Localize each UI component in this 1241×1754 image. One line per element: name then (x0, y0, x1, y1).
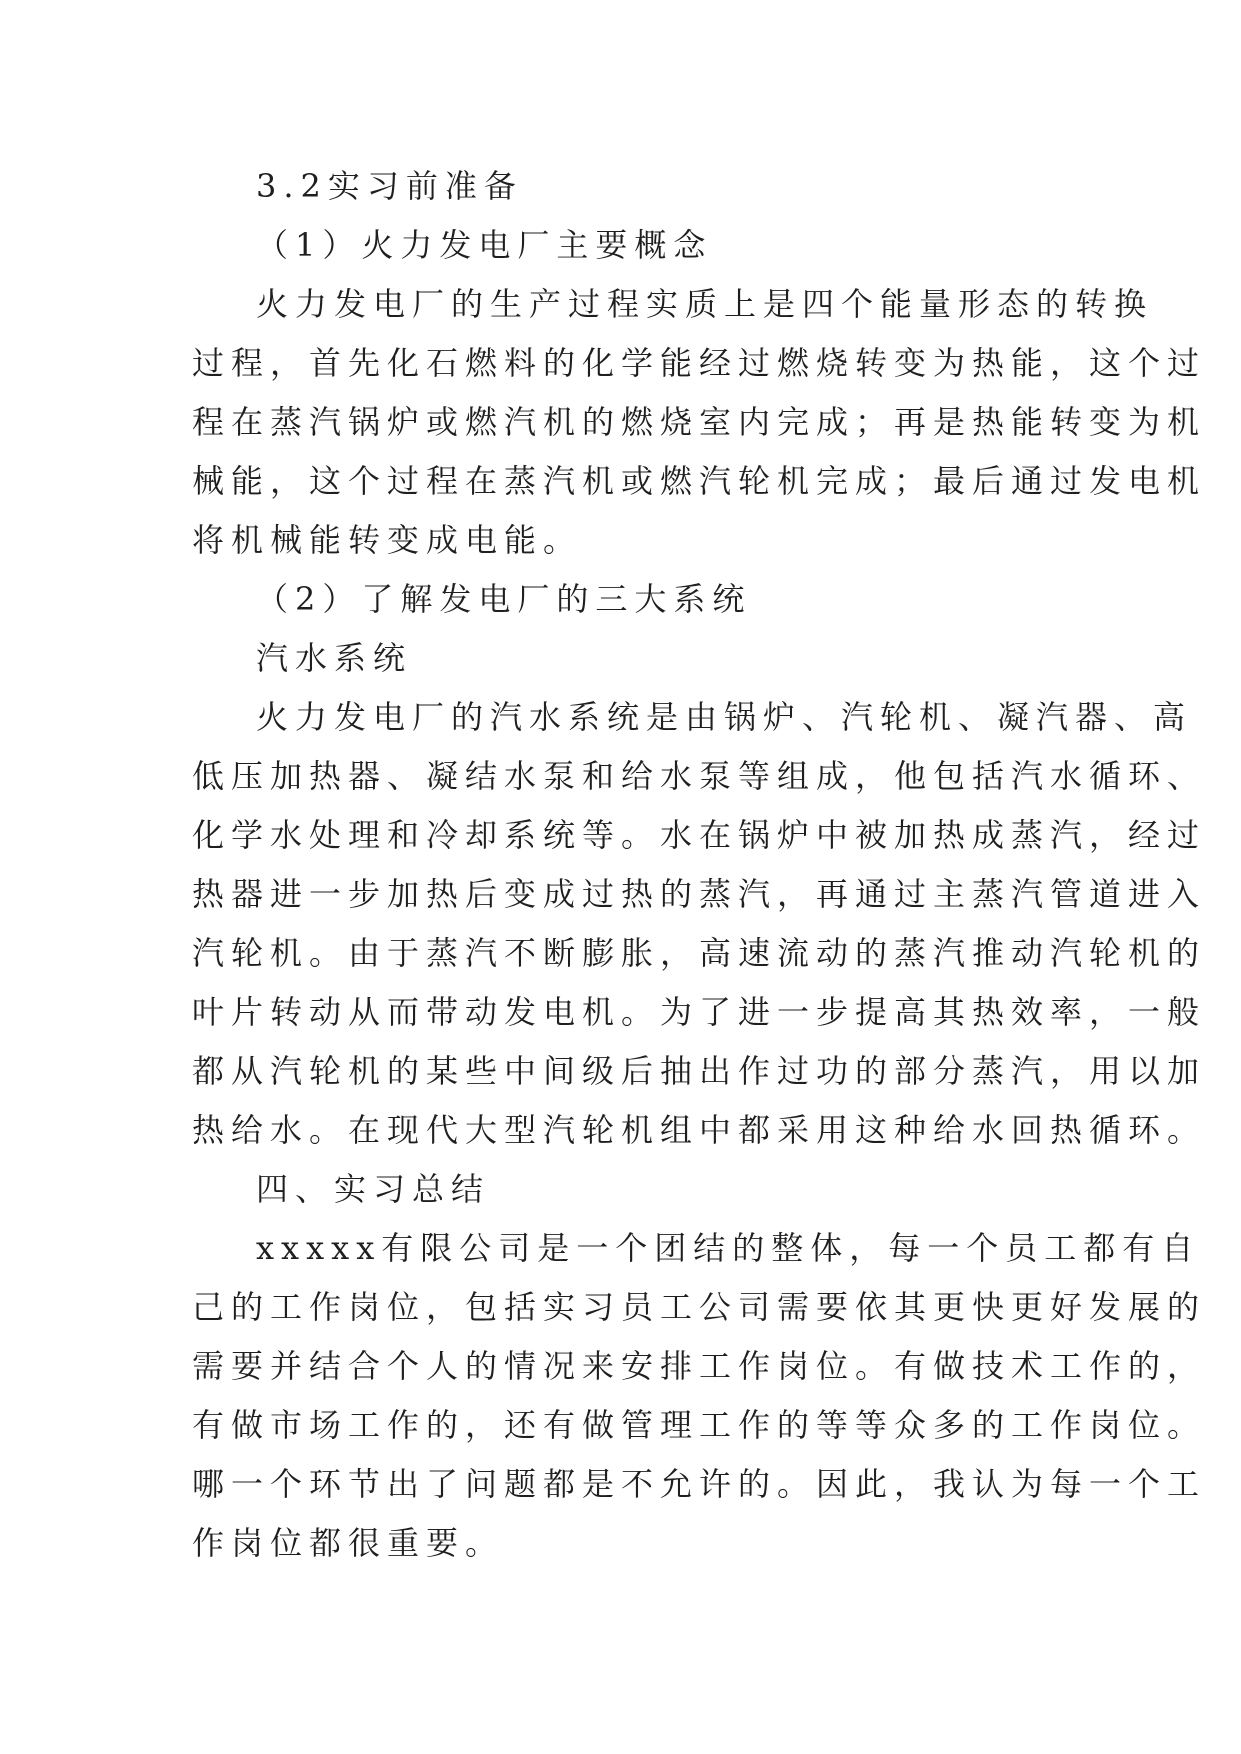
paragraph-line: 低压加热器、凝结水泵和给水泵等组成，他包括汽水循环、 (192, 757, 1207, 795)
section-heading: 四、实习总结 (256, 1170, 491, 1208)
paragraph-line: 将机械能转变成电能。 (192, 521, 583, 559)
paragraph-line: 叶片转动从而带动发电机。为了进一步提高其热效率，一般 (192, 993, 1207, 1031)
paragraph-line: 汽轮机。由于蒸汽不断膨胀，高速流动的蒸汽推动汽轮机的 (192, 934, 1207, 972)
subheading: 汽水系统 (256, 639, 413, 677)
paragraph-line: 有做市场工作的，还有做管理工作的等等众多的工作岗位。 (192, 1406, 1207, 1444)
subsection-heading: （1）火力发电厂主要概念 (256, 226, 713, 264)
paragraph-line: 需要并结合个人的情况来安排工作岗位。有做技术工作的， (192, 1347, 1207, 1385)
paragraph-line: 化学水处理和冷却系统等。水在锅炉中被加热成蒸汽，经过 (192, 816, 1207, 854)
paragraph-line: 程在蒸汽锅炉或燃汽机的燃烧室内完成；再是热能转变为机 (192, 403, 1207, 441)
paragraph-line: xxxxx有限公司是一个团结的整体，每一个员工都有自 (256, 1229, 1201, 1267)
paragraph-line: 哪一个环节出了问题都是不允许的。因此，我认为每一个工 (192, 1465, 1207, 1503)
paragraph-line: 热给水。在现代大型汽轮机组中都采用这种给水回热循环。 (192, 1111, 1207, 1149)
paragraph-line: 火力发电厂的生产过程实质上是四个能量形态的转换 (256, 285, 1154, 323)
paragraph-line: 械能，这个过程在蒸汽机或燃汽轮机完成；最后通过发电机 (192, 462, 1207, 500)
paragraph-line: 都从汽轮机的某些中间级后抽出作过功的部分蒸汽，用以加 (192, 1052, 1207, 1090)
section-heading: 3.2实习前准备 (256, 167, 523, 205)
paragraph-line: 过程，首先化石燃料的化学能经过燃烧转变为热能，这个过 (192, 344, 1207, 382)
paragraph-line: 作岗位都很重要。 (192, 1524, 505, 1562)
subsection-heading: （2）了解发电厂的三大系统 (256, 580, 752, 618)
paragraph-line: 火力发电厂的汽水系统是由锅炉、汽轮机、凝汽器、高 (256, 698, 1193, 736)
paragraph-line: 热器进一步加热后变成过热的蒸汽，再通过主蒸汽管道进入 (192, 875, 1207, 913)
document-body (192, 157, 1207, 1573)
paragraph-line: 己的工作岗位，包括实习员工公司需要依其更快更好发展的 (192, 1288, 1207, 1326)
